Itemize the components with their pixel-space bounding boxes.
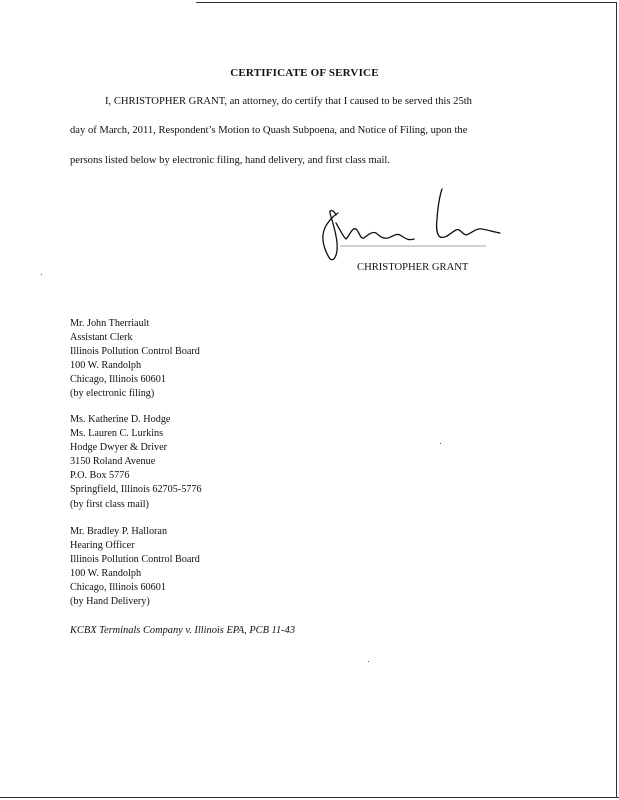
address-line: Ms. Lauren C. Lurkins <box>70 428 164 440</box>
address-line: Hearing Officer <box>70 540 135 552</box>
delivery-method: (by electronic filing) <box>70 388 155 400</box>
service-recipient-3 <box>70 525 200 610</box>
page-border-right <box>616 2 617 798</box>
address-line: 100 W. Randolph <box>70 568 142 580</box>
address-line: Springfield, Illinois 62705-5776 <box>70 484 202 496</box>
scan-speck <box>368 661 369 662</box>
address-line: Hodge Dwyer & Driver <box>70 442 168 454</box>
address-line: 100 W. Randolph <box>70 360 142 372</box>
body-line-1: I, CHRISTOPHER GRANT, an attorney, do certify that I caused to be served this 25th <box>105 96 472 107</box>
body-line-2: day of March, 2011, Respondent’s Motion to Quash Subpoena, and Notice of Filing, upon the <box>70 125 468 136</box>
page-border-bottom <box>0 797 619 798</box>
address-line: Mr. John Therriault <box>70 318 150 329</box>
service-recipient-2 <box>70 413 202 512</box>
delivery-method: (by first class mail) <box>70 498 149 510</box>
handwritten-signature <box>310 183 510 265</box>
scan-speck <box>440 443 441 444</box>
address-line: Chicago, Illinois 60601 <box>70 374 166 386</box>
address-line: Mr. Bradley P. Halloran <box>70 526 168 537</box>
case-reference: KCBX Terminals Company v. Illinois EPA, PCB 11-43 <box>70 625 296 636</box>
address-line: P.O. Box 5776 <box>70 470 130 482</box>
service-recipient-1 <box>70 317 200 402</box>
address-line: Assistant Clerk <box>70 332 133 344</box>
document-title: CERTIFICATE OF SERVICE <box>230 67 379 79</box>
scan-speck <box>41 274 42 275</box>
signer-name: CHRISTOPHER GRANT <box>357 262 469 273</box>
delivery-method: (by Hand Delivery) <box>70 596 150 608</box>
address-line: Ms. Katherine D. Hodge <box>70 414 171 425</box>
body-line-3: persons listed below by electronic filing, hand delivery, and first class mail. <box>70 155 390 166</box>
address-line: 3150 Roland Avenue <box>70 456 156 468</box>
page-border-top <box>196 2 617 3</box>
address-line: Chicago, Illinois 60601 <box>70 582 166 594</box>
address-line: Illinois Pollution Control Board <box>70 346 200 358</box>
address-line: Illinois Pollution Control Board <box>70 554 200 566</box>
